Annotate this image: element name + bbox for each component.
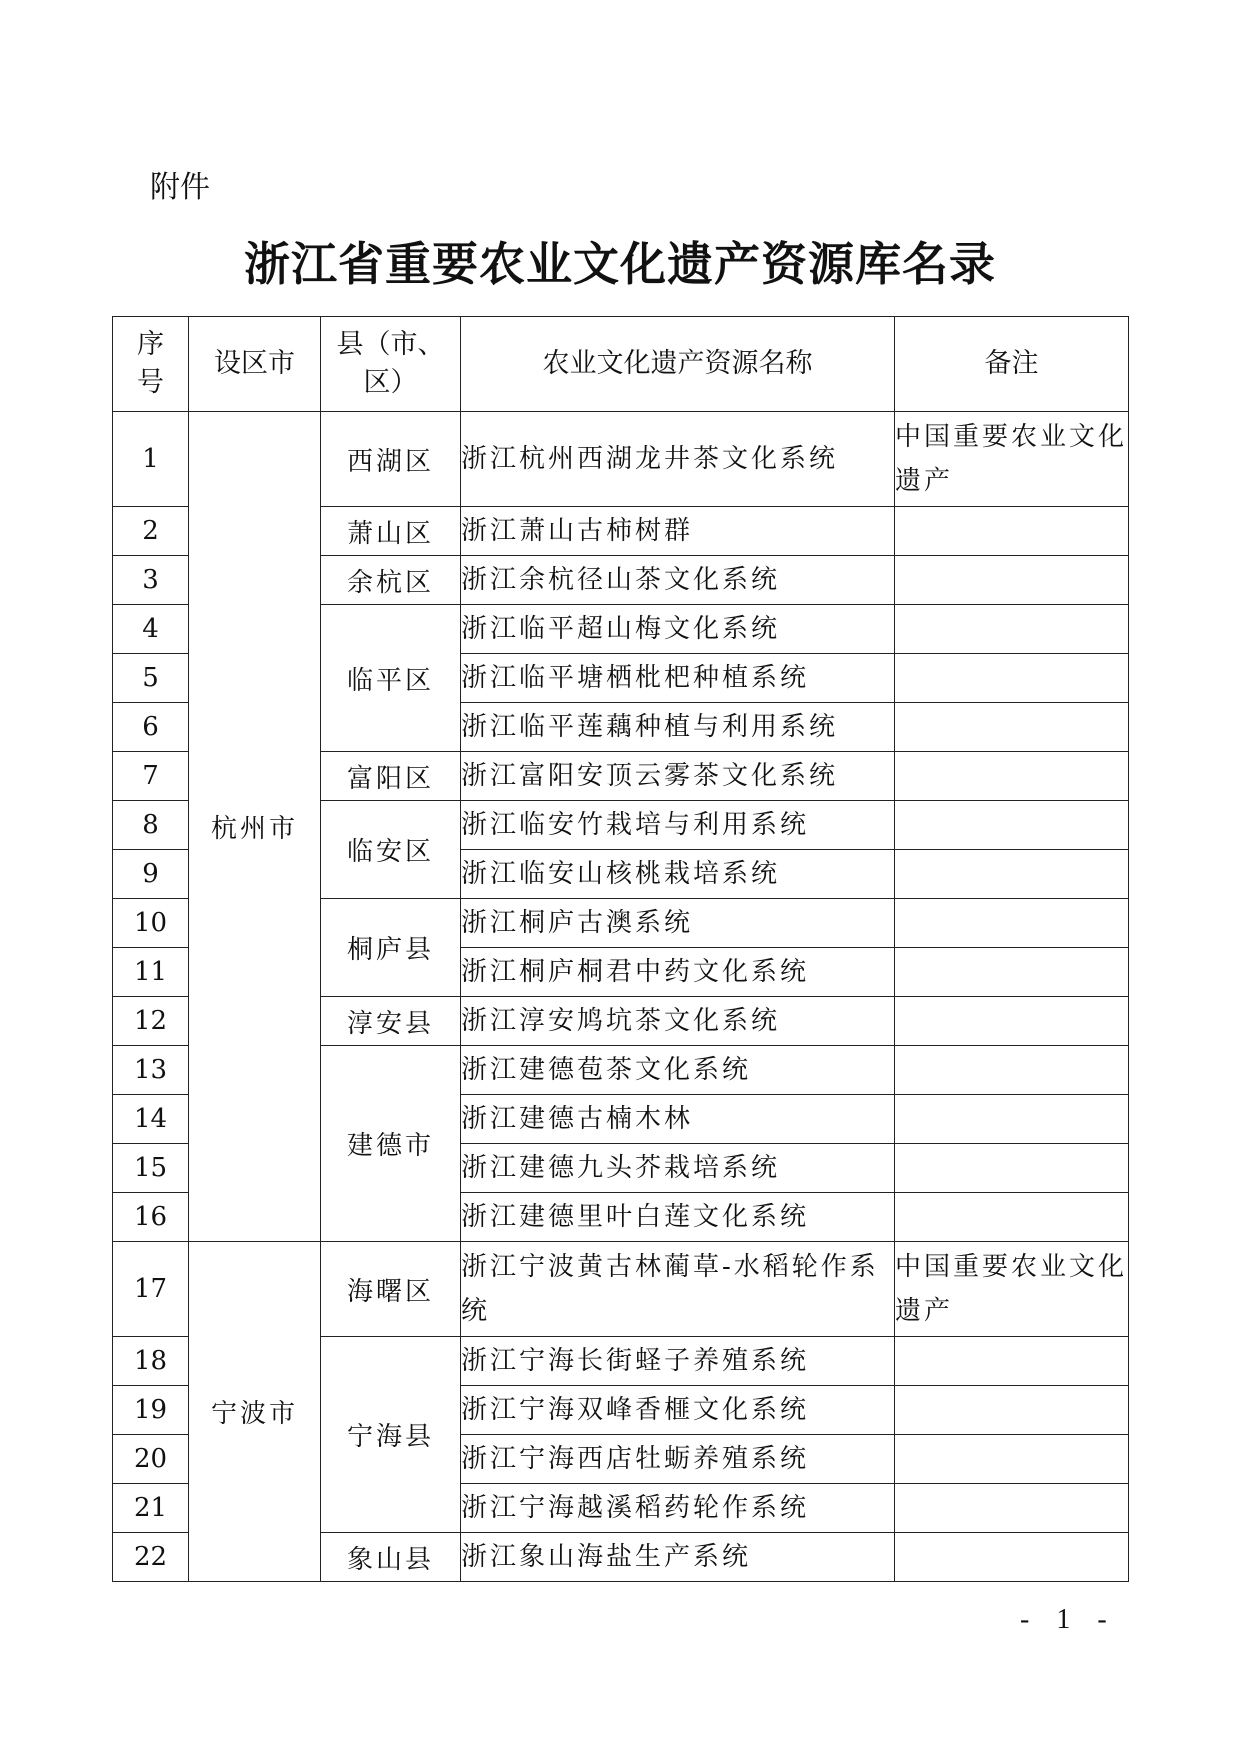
row-number: 12 xyxy=(113,997,189,1046)
annex-label: 附件 xyxy=(150,170,210,205)
row-number: 2 xyxy=(113,507,189,556)
county-cell: 宁海县 xyxy=(321,1337,461,1533)
heritage-name: 浙江建德里叶白莲文化系统 xyxy=(461,1193,895,1242)
note-cell xyxy=(895,507,1129,556)
heritage-name: 浙江宁海长街蛏子养殖系统 xyxy=(461,1337,895,1386)
heritage-name: 浙江建德苞茶文化系统 xyxy=(461,1046,895,1095)
row-number: 9 xyxy=(113,850,189,899)
note-cell xyxy=(895,1484,1129,1533)
row-number: 21 xyxy=(113,1484,189,1533)
note-cell xyxy=(895,1435,1129,1484)
city-cell: 宁波市 xyxy=(189,1242,321,1582)
row-number: 10 xyxy=(113,899,189,948)
note-cell xyxy=(895,654,1129,703)
county-cell: 临安区 xyxy=(321,801,461,899)
county-cell: 西湖区 xyxy=(321,412,461,507)
heritage-name: 浙江临安竹栽培与利用系统 xyxy=(461,801,895,850)
row-number: 14 xyxy=(113,1095,189,1144)
heritage-name: 浙江宁海西店牡蛎养殖系统 xyxy=(461,1435,895,1484)
row-number: 22 xyxy=(113,1533,189,1582)
document-title: 浙江省重要农业文化遗产资源库名录 xyxy=(244,237,996,291)
county-cell: 萧山区 xyxy=(321,507,461,556)
note-cell: 中国重要农业文化遗产 xyxy=(895,1242,1129,1337)
row-number: 1 xyxy=(113,412,189,507)
heritage-name: 浙江建德古楠木林 xyxy=(461,1095,895,1144)
row-number: 5 xyxy=(113,654,189,703)
page-number: - 1 - xyxy=(1020,1604,1117,1635)
header-name: 农业文化遗产资源名称 xyxy=(461,317,895,412)
county-cell: 象山县 xyxy=(321,1533,461,1582)
heritage-name: 浙江余杭径山茶文化系统 xyxy=(461,556,895,605)
note-cell xyxy=(895,752,1129,801)
heritage-name: 浙江象山海盐生产系统 xyxy=(461,1533,895,1582)
row-number: 18 xyxy=(113,1337,189,1386)
heritage-name: 浙江宁波黄古林蔺草-水稻轮作系统 xyxy=(461,1242,895,1337)
row-number: 16 xyxy=(113,1193,189,1242)
heritage-name: 浙江临平超山梅文化系统 xyxy=(461,605,895,654)
header-city: 设区市 xyxy=(189,317,321,412)
note-cell xyxy=(895,948,1129,997)
heritage-name: 浙江临安山核桃栽培系统 xyxy=(461,850,895,899)
heritage-table xyxy=(112,316,1129,1582)
note-cell xyxy=(895,1144,1129,1193)
county-cell: 建德市 xyxy=(321,1046,461,1242)
table-body xyxy=(113,412,1129,1582)
note-cell xyxy=(895,1193,1129,1242)
row-number: 3 xyxy=(113,556,189,605)
row-number: 8 xyxy=(113,801,189,850)
header-county: 县（市、区） xyxy=(321,317,461,412)
heritage-name: 浙江建德九头芥栽培系统 xyxy=(461,1144,895,1193)
heritage-name: 浙江杭州西湖龙井茶文化系统 xyxy=(461,412,895,507)
note-cell xyxy=(895,1046,1129,1095)
county-cell: 临平区 xyxy=(321,605,461,752)
header-note: 备注 xyxy=(895,317,1129,412)
note-cell xyxy=(895,801,1129,850)
note-cell xyxy=(895,1386,1129,1435)
heritage-name: 浙江桐庐古澳系统 xyxy=(461,899,895,948)
note-cell xyxy=(895,850,1129,899)
header-num: 序号 xyxy=(113,317,189,412)
heritage-name: 浙江临平塘栖枇杷种植系统 xyxy=(461,654,895,703)
county-cell: 余杭区 xyxy=(321,556,461,605)
note-cell xyxy=(895,703,1129,752)
heritage-name: 浙江宁海双峰香榧文化系统 xyxy=(461,1386,895,1435)
heritage-name: 浙江富阳安顶云雾茶文化系统 xyxy=(461,752,895,801)
note-cell xyxy=(895,605,1129,654)
row-number: 20 xyxy=(113,1435,189,1484)
row-number: 7 xyxy=(113,752,189,801)
note-cell: 中国重要农业文化遗产 xyxy=(895,412,1129,507)
table-header-row xyxy=(113,317,1129,412)
row-number: 6 xyxy=(113,703,189,752)
heritage-name: 浙江宁海越溪稻药轮作系统 xyxy=(461,1484,895,1533)
row-number: 11 xyxy=(113,948,189,997)
heritage-name: 浙江桐庐桐君中药文化系统 xyxy=(461,948,895,997)
row-number: 19 xyxy=(113,1386,189,1435)
county-cell: 富阳区 xyxy=(321,752,461,801)
note-cell xyxy=(895,1533,1129,1582)
note-cell xyxy=(895,556,1129,605)
city-cell: 杭州市 xyxy=(189,412,321,1242)
row-number: 17 xyxy=(113,1242,189,1337)
table-row xyxy=(113,1242,1129,1337)
note-cell xyxy=(895,899,1129,948)
row-number: 13 xyxy=(113,1046,189,1095)
note-cell xyxy=(895,1337,1129,1386)
table-row xyxy=(113,412,1129,507)
heritage-name: 浙江临平莲藕种植与利用系统 xyxy=(461,703,895,752)
row-number: 15 xyxy=(113,1144,189,1193)
heritage-name: 浙江淳安鸠坑茶文化系统 xyxy=(461,997,895,1046)
county-cell: 海曙区 xyxy=(321,1242,461,1337)
note-cell xyxy=(895,1095,1129,1144)
row-number: 4 xyxy=(113,605,189,654)
county-cell: 桐庐县 xyxy=(321,899,461,997)
heritage-name: 浙江萧山古柿树群 xyxy=(461,507,895,556)
county-cell: 淳安县 xyxy=(321,997,461,1046)
note-cell xyxy=(895,997,1129,1046)
